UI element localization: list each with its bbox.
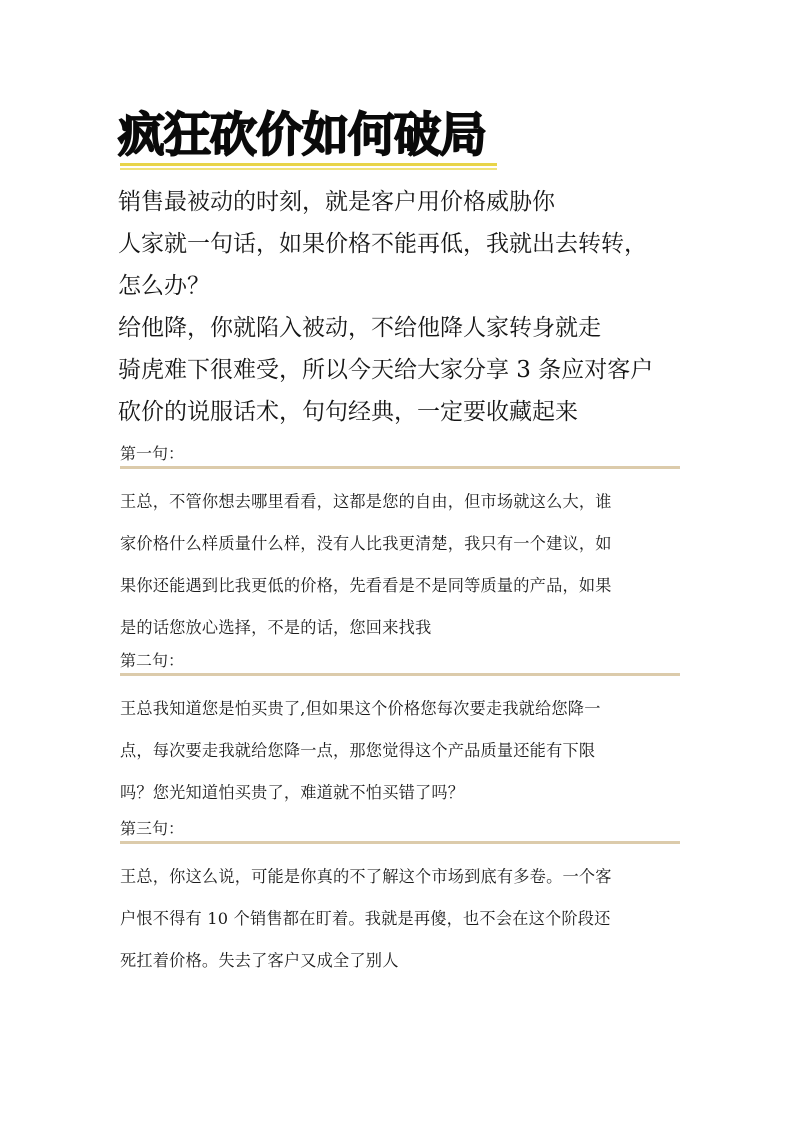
body-line: 家价格什么样质量什么样，没有人比我更清楚，我只有一个建议，如	[120, 534, 612, 553]
body-line: 王总我知道您是怕买贵了,但如果这个价格您每次要走我就给您降一	[120, 699, 601, 718]
intro-line: 给他降，你就陷入被动，不给他降人家转身就走	[118, 315, 601, 341]
intro-line: 骑虎难下很难受，所以今天给大家分享 3 条应对客户	[118, 357, 654, 383]
body-line: 点，每次要走我就给您降一点，那您觉得这个产品质量还能有下限	[120, 741, 596, 760]
body-line: 果你还能遇到比我更低的价格，先看看是不是同等质量的产品，如果	[120, 576, 612, 595]
section-first-phrase	[120, 443, 680, 649]
section-divider	[120, 466, 680, 469]
title-highlight-underline	[120, 163, 497, 171]
section-divider	[120, 673, 680, 676]
body-line: 王总，不管你想去哪里看看，这都是您的自由，但市场就这么大，谁	[120, 492, 612, 511]
intro-paragraph	[118, 181, 698, 433]
section-heading-label: 第一句：	[120, 444, 185, 463]
underline-stroke-1	[120, 163, 497, 166]
intro-line: 砍价的说服话术，句句经典，一定要收藏起来	[118, 399, 578, 425]
underline-stroke-2	[120, 168, 497, 170]
body-line: 是的话您放心选择，不是的话，您回来找我	[120, 618, 432, 637]
section-body	[120, 688, 680, 814]
section-divider	[120, 841, 680, 844]
intro-line: 销售最被动的时刻，就是客户用价格威胁你	[118, 189, 555, 215]
section-heading	[120, 650, 680, 674]
title-block	[118, 108, 486, 164]
body-line: 吗？您光知道怕买贵了，难道就不怕买错了吗？	[120, 783, 465, 802]
body-line: 死扛着价格。失去了客户又成全了别人	[120, 951, 399, 970]
section-second-phrase	[120, 650, 680, 814]
section-body	[120, 481, 680, 649]
section-heading-label: 第三句：	[120, 819, 185, 838]
section-heading	[120, 818, 680, 842]
section-heading-label: 第二句：	[120, 651, 185, 670]
section-heading	[120, 443, 680, 467]
body-line: 户恨不得有 10 个销售都在盯着。我就是再傻，也不会在这个阶段还	[120, 909, 611, 928]
intro-line: 怎么办？	[118, 273, 210, 299]
section-body	[120, 856, 680, 982]
body-line: 王总，你这么说，可能是你真的不了解这个市场到底有多卷。一个客	[120, 867, 612, 886]
section-third-phrase	[120, 818, 680, 982]
page-title: 疯狂砍价如何破局	[118, 108, 486, 163]
intro-line: 人家就一句话，如果价格不能再低，我就出去转转，	[118, 231, 647, 257]
